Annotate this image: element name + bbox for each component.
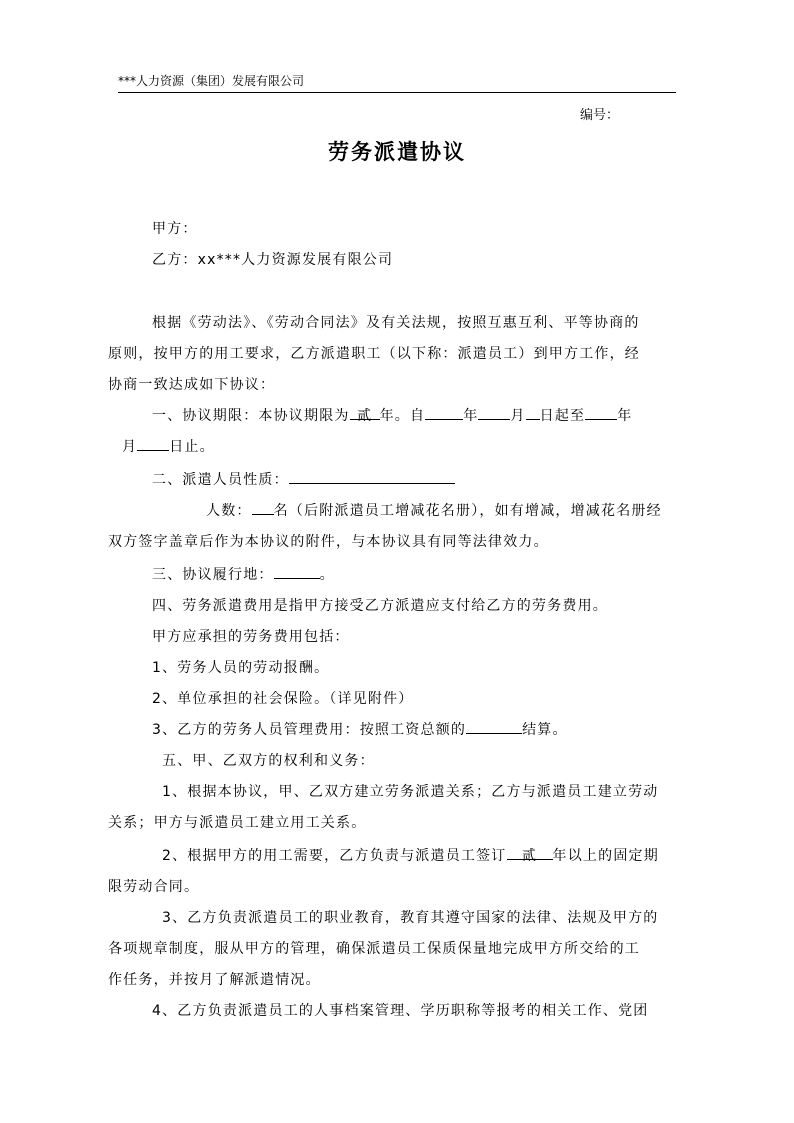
article-3 bbox=[152, 564, 335, 584]
preamble-line-3: 协商一致达成如下协议： bbox=[108, 377, 276, 393]
article-5-p2-text-b: 年以上的固定期 bbox=[552, 848, 659, 864]
party-a: 甲方： bbox=[152, 221, 198, 237]
article-2-title bbox=[152, 469, 455, 489]
article-5-p2-line-1 bbox=[162, 845, 659, 865]
work-location-blank bbox=[274, 564, 320, 579]
start-month-blank bbox=[478, 405, 510, 420]
article-4-item-3-end: 结算。 bbox=[522, 722, 568, 738]
article-5-p2-text: 2、根据甲方的用工需要，乙方负责与派遣员工签订 bbox=[162, 848, 507, 864]
article-5-p3-line-2: 各项规章制度，服从甲方的管理，确保派遣员工保质保量地完成甲方所交给的工 bbox=[108, 941, 640, 957]
article-4-sub: 甲方应承担的劳务费用包括： bbox=[152, 629, 350, 645]
article-4-item-1: 1、劳务人员的劳动报酬。 bbox=[152, 660, 330, 676]
article-5-p1-line-2: 关系；甲方与派遣员工建立用工关系。 bbox=[108, 815, 367, 831]
article-3-label: 三、协议履行地： bbox=[152, 567, 274, 583]
article-2-line-2: 双方签字盖章后作为本协议的附件，与本协议具有同等法律效力。 bbox=[108, 534, 549, 550]
article-1-text-f: 年 bbox=[617, 408, 633, 424]
article-4-item-3 bbox=[152, 719, 568, 739]
end-month-blank bbox=[137, 436, 169, 451]
party-b: 乙方：xx***人力资源发展有限公司 bbox=[152, 252, 394, 268]
article-1-text-d: 月 bbox=[510, 408, 526, 424]
article-1-line-2 bbox=[122, 436, 215, 456]
article-4-title: 四、劳务派遣费用是指甲方接受乙方派遣应支付给乙方的劳务费用。 bbox=[152, 598, 608, 614]
management-fee-blank bbox=[466, 719, 522, 734]
article-2-text-b: 名（后附派遣员工增减花名册），如有增减，增减花名册经 bbox=[273, 503, 662, 519]
page-title: 劳务派遣协议 bbox=[328, 139, 466, 164]
end-year-blank bbox=[585, 405, 617, 420]
article-1-text-h: 日止。 bbox=[169, 439, 215, 455]
article-5-p2-line-2: 限劳动合同。 bbox=[108, 879, 200, 895]
article-1-text-a: 一、协议期限：本协议期限为 bbox=[152, 408, 350, 424]
start-day-blank bbox=[526, 405, 540, 420]
preamble-line-1: 根据《劳动法》、《劳动合同法》及有关法规，按照互惠互利、平等协商的 bbox=[152, 315, 640, 331]
article-1-text-b: 年。自 bbox=[379, 408, 426, 424]
number-label: 编号： bbox=[580, 108, 620, 123]
start-year-blank bbox=[425, 405, 463, 420]
headcount-blank bbox=[252, 500, 274, 515]
article-5-title: 五、甲、乙双方的权利和义务： bbox=[162, 753, 375, 769]
contract-years-blank: 贰 bbox=[507, 845, 553, 860]
headcount-label: 人数： bbox=[206, 503, 252, 519]
article-4-item-2: 2、单位承担的社会保险。（详见附件） bbox=[152, 691, 414, 707]
article-2-label: 二、派遣人员性质： bbox=[152, 472, 289, 488]
term-years-blank: 贰 bbox=[350, 405, 380, 420]
article-1-text-g: 月 bbox=[122, 439, 138, 455]
article-1-line-1 bbox=[152, 405, 632, 425]
article-5-p3-line-1: 3、乙方负责派遣员工的职业教育，教育其遵守国家的法律、法规及甲方的 bbox=[162, 910, 659, 926]
article-1-text-c: 年 bbox=[463, 408, 479, 424]
article-5-p3-line-3: 作任务，并按月了解派遣情况。 bbox=[108, 972, 321, 988]
article-1-text-e: 日起至 bbox=[539, 408, 586, 424]
article-2-line-1 bbox=[206, 500, 662, 520]
company-header: ***人力资源（集团）发展有限公司 bbox=[118, 72, 676, 93]
article-5-p1-line-1: 1、根据本协议，甲、乙双方建立劳务派遣关系；乙方与派遣员工建立劳动 bbox=[162, 784, 659, 800]
article-3-end: 。 bbox=[319, 567, 335, 583]
preamble-line-2: 原则，按甲方的用工要求，乙方派遣职工（以下称：派遣员工）到甲方工作，经 bbox=[108, 346, 640, 362]
article-4-item-3-text: 3、乙方的劳务人员管理费用：按照工资总额的 bbox=[152, 722, 467, 738]
personnel-nature-blank bbox=[289, 469, 455, 484]
article-5-p4-line-1: 4、乙方负责派遣员工的人事档案管理、学历职称等报考的相关工作、党团 bbox=[152, 1003, 649, 1019]
